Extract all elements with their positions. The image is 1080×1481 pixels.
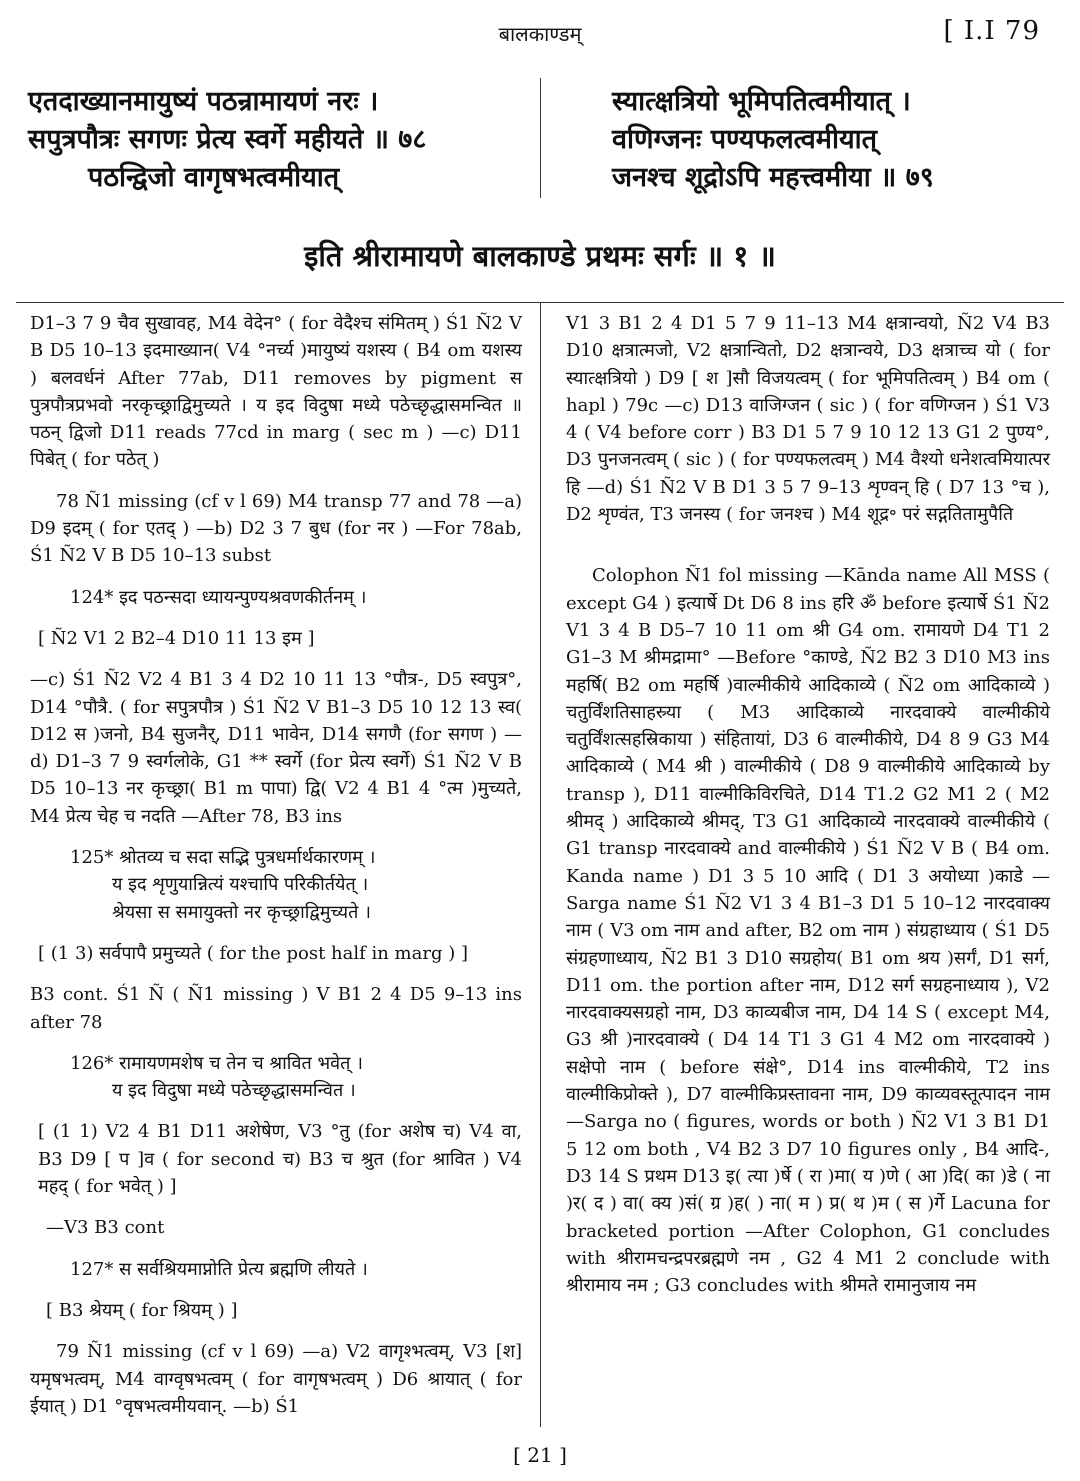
passage-line: श्रोतव्य च सदा सद्भि पुत्रधर्मार्थकारणम् । [119,847,376,869]
section-reference: [ I.I 79 [943,16,1040,46]
verse-line: सपुत्रपौत्रः सगणः प्रेत्य स्वर्गे महीयते ॥ ७८ [28,124,427,155]
apparatus-note: [ (1 1) V2 4 B1 D11 अशेषेण, V3 °तु (for अशेष च) V4 वा, B3 D9 [ प ]व ( for second च) B3 च श्रुत (for श्रावित ) V4 महद् ( for भवेत् ) ] [38,1121,522,1198]
verse-block-left [28,83,426,197]
star-passage-124 [30,584,522,611]
column-divider [540,302,541,1427]
passage-line: इद पठन्सदा ध्यायन्पुण्यश्रवणकीर्तनम् । [119,586,367,608]
apparatus-note: V1 3 B1 2 4 D1 5 7 9 11–13 M4 क्षत्रान्वयो, Ñ2 V4 B3 D10 क्षत्रात्मजो, V2 क्षत्रान्वितो, D2 क्षत्रान्वये, D3 क्षत्राच्च यो ( for स्यात्क्षत्रियो ) D9 [ श ]सौ विजयत्वम् ( for भूमिपतित्वम् ) B4 om ( hapl ) 79c —c) D13 वाजिग्जन ( sic ) ( for वणिग्जन ) Ś1 V3 4 ( V4 before corr ) B3 D1 5 7 9 10 12 13 G1 2 पुण्य°, D3 पुनजनत्वम् ( sic ) ( for पण्यफलत्वम् ) M4 वैश्यो धनेशत्वमियात्पर हि —d) Ś1 Ñ2 V B D1 3 5 7 9–13 शृण्वन् हि ( D7 13 °च ), D2 शृण्वंत, T3 जनस्य ( for जनश्च ) M4 शूद्र॰ परं सद्गतितामुपैति [566,313,1050,526]
verse-line: वणिग्जनः पण्यफलत्वमीयात् [612,124,877,155]
passage-number: 127* [70,1258,114,1280]
verse-line: एतदाख्यानमायुष्यं पठन्रामायणं नरः । [28,86,379,117]
colophon-apparatus: Colophon Ñ1 fol missing —Kānda name All MSS ( except G4 ) इत्यार्षे Dt D6 8 ins हरि ॐ before इत्यार्षे Ś1 Ñ2 V1 3 4 B D5–7 10 11 om श्री G4 om. रामायणे D4 T1 2 G1–3 M श्रीमद्रामा° —Before °काण्डे, Ñ2 B2 3 D10 M3 ins महर्षि( B2 om महर्षि )वाल्मीकीये आदिकाव्ये ( Ñ2 om आदिकाव्ये ) चतुर्विंशतिसाहस्र्या ( M3 आदिकाव्ये नारदवाक्ये वाल्मीकीये चतुर्विंशत्सहस्रिकाया ) संहितायां, D3 6 वाल्मीकीये, D4 8 9 G3 M4 आदिकाव्ये ( M4 श्री ) वाल्मीकीये ( D8 9 वाल्मीकीये आदिकाव्ये by transp ), D11 वाल्मीकिविरचिते, D14 T1.2 G2 M1 2 ( M2 श्रीमद् ) आदिकाव्ये श्रीमद्, T3 G1 आदिकाव्ये नारदवाक्ये वाल्मीकीये ( G1 transp नारदवाक्ये and वाल्मीकीये ) Ś1 Ñ2 V B ( B4 om. Kanda name ) D1 3 5 10 आदि ( D1 3 अयोध्या )काडे —Sarga name Ś1 Ñ2 V1 3 4 B1–3 D1 5 10–12 नारदवाक्य नाम ( V3 om नाम and after, B2 om नाम ) संग्रहाध्याय ( Ś1 D5 संग्रहणाध्याय, Ñ2 B1 3 D10 सग्रहोय( B1 om श्रय )सर्गं, D1 सर्ग, D11 om. the portion after नाम, D12 सर्ग सग्रहनाध्याय ), V2 नारदवाक्यसग्रहो नाम, D3 काव्यबीज नाम, D4 14 S ( except M4, G3 श्री )नारदवाक्ये ( D4 14 T1 3 G1 4 M2 om नारदवाक्ये ) सक्षेपो नाम ( before संक्षे°, D14 ins वाल्मीकीये, T2 ins वाल्मीकिप्रोक्ते ), D7 वाल्मीकिप्रस्तावना नाम, D9 काव्यवस्तूत्पादन नाम —Sarga no ( figures, words or both ) Ñ2 V1 3 B1 D1 5 12 om both , V4 B2 3 D7 10 figures only , B4 आदि-, D3 14 S प्रथम D13 इ( त्या )र्षे ( रा )मा( य )णे ( आ )दि( का )डे ( ना )र( द ) वा( क्य )सं( ग्र )ह( ) ना( म ) प्र( थ )म ( स )र्गे Lacuna for bracketed portion —After Colophon, G1 concludes with श्रीरामचन्द्रपरब्रह्मणे नम , G2 4 M1 2 conclude with श्रीरामाय नम ; G3 concludes with श्रीमते रामानुजाय नम [566,565,1050,1297]
apparatus-note: D1–3 7 9 चैव सुखावह, M4 वेदेन° ( for वेदैश्च संमितम् ) Ś1 Ñ2 V B D5 10–13 इदमाख्यान( V4 °नर्च्य )मायुष्यं यशस्य ( B4 om यशस्य ) बलवर्धनं After 77ab, D11 removes by pigment स पुत्रपौत्रप्रभवो नरकृच्छ्राद्विमुच्यते । य इद विदुषा मध्ये पठेच्छृद्धासमन्वित ॥ पठन् द्विजो D11 reads 77cd in marg ( sec m ) —c) D11 पिबेत् ( for पठेत् ) [30,313,522,471]
verse-line: स्यात्क्षत्रियो भूमिपतित्वमीयात् । [612,86,911,117]
apparatus-note: B3 cont. Ś1 Ñ ( Ñ1 missing ) V B1 2 4 D5 9–13 ins after 78 [30,984,522,1033]
verse-line: जनश्च शूद्रोऽपि महत्त्वमीया ॥ ७९ [612,162,934,193]
apparatus-note: 79 Ñ1 missing (cf v l 69) —a) V2 वागृश्भत्वम्, V3 [श] यमृषभत्वम्, M4 वाग्वृषभत्वम् ( for वागृषभत्वम् ) D6 श्रायात् ( for ईयात् ) D1 °वृषभत्वमीयवान्. —b) Ś1 [30,1341,522,1417]
apparatus-note: [ (1 3) सर्वपापै प्रमुच्यते ( for the post half in marg ) ] [38,942,468,964]
passage-number: 126* [70,1052,114,1074]
verse-divider [540,78,541,198]
star-passage-125 [30,844,522,926]
passage-line: रामायणमशेष च तेन च श्रावित भवेत् । [119,1052,363,1074]
passage-line: य इद शृणुयान्नित्यं यश्चापि परिकीर्तयेत् । [112,874,369,896]
apparatus-left-column [30,310,522,1434]
verse-line: पठन्द्विजो वागृषभत्वमीयात् [88,162,340,193]
star-passage-127 [30,1256,522,1283]
passage-line: स सर्वश्रियमाप्नोति प्रेत्य ब्रह्मणि लीयते । [119,1258,368,1280]
star-passage-126 [30,1050,522,1105]
verse-block-right [612,83,934,197]
colophon: इति श्रीरामायणे बालकाण्डे प्रथमः सर्गः ॥ १ ॥ [304,239,776,273]
passage-number: 124* [70,586,114,608]
apparatus-note: [ Ñ2 V1 2 B2–4 D10 11 13 इम ] [38,627,315,649]
passage-line: य इद विदुषा मध्ये पठेच्छृद्धासमन्वित । [112,1080,356,1102]
passage-line: श्रेयसा स समायुक्तो नर कृच्छ्राद्विमुच्यते । [112,901,371,923]
apparatus-right-column [566,310,1050,1313]
apparatus-note: —c) Ś1 Ñ2 V2 4 B1 3 4 D2 10 11 13 °पौत्र-, D5 स्वपुत्र°, D14 °पौत्रै. ( for सपुत्रपौत्र ) Ś1 Ñ2 V B1–3 D5 10 12 13 स्व( D12 स )जनो, B4 सुजनैर्, D11 भावेन, D14 सगणै (for सगण ) —d) D1–3 7 9 स्वर्गलोके, G1 ** स्वर्गे (for प्रेत्य स्वर्गे) Ś1 Ñ2 V B D5 10–13 नर कृच्छ्रा( B1 m पापा) द्वि( V2 4 B1 4 °त्म )मुच्यते, M4 प्रेत्य चेह च नदति —After 78, B3 ins [30,669,522,827]
apparatus-note: —V3 B3 cont [46,1217,165,1239]
running-title: बालकाण्डम् [498,22,582,46]
passage-number: 125* [70,847,114,869]
apparatus-note: [ B3 श्रेयम् ( for श्रियम् ) ] [46,1299,238,1321]
apparatus-note: 78 Ñ1 missing (cf v l 69) M4 transp 77 and 78 —a) D9 इदम् ( for एतद् ) —b) D2 3 7 बुध (for नर ) —For 78ab, Ś1 Ñ2 V B D5 10–13 subst [30,490,522,567]
page-number: [ 21 ] [513,1443,567,1467]
